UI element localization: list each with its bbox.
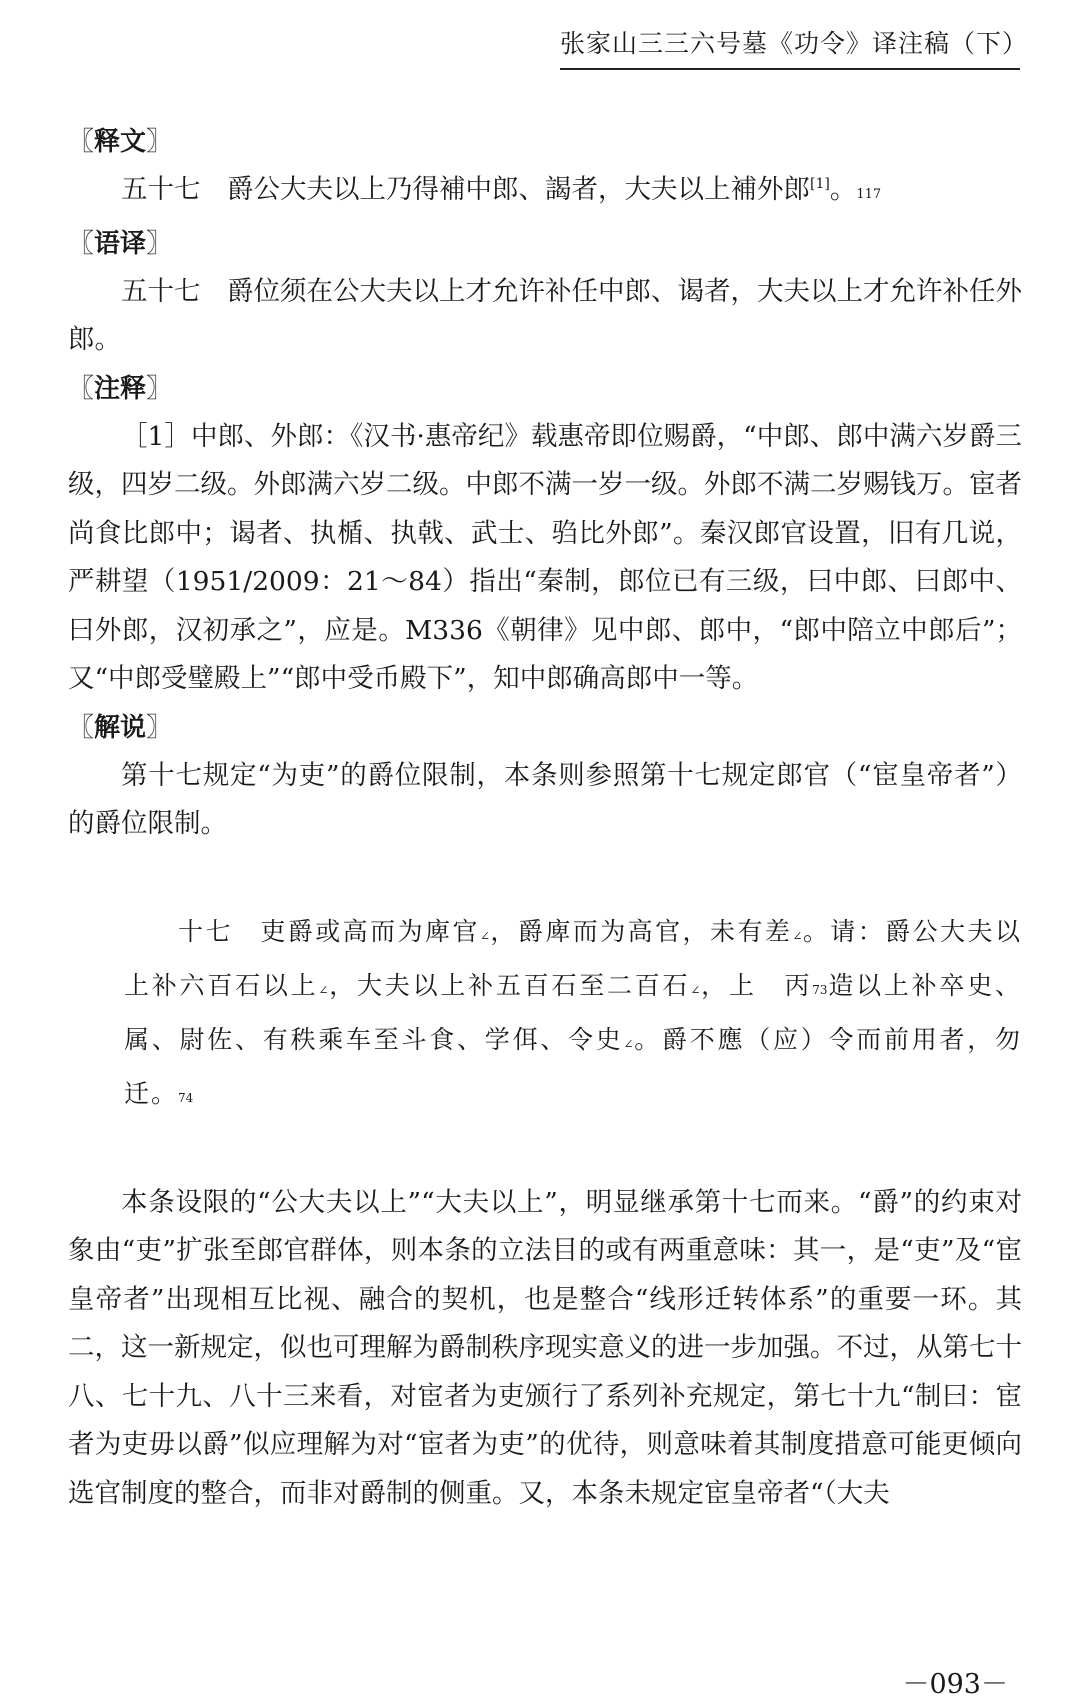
yuyi-text: 五十七 爵位须在公大夫以上才允许补任中郎、谒者，大夫以上才允许补任外郎。 [68,275,1022,355]
jieshuo-text: 第十七规定“为吏”的爵位限制，本条则参照第十七规定郎官（“宦皇帝者”）的爵位限制。 [68,759,1022,839]
hook-mark: ∠ [792,928,803,943]
body-paragraph: 本条设限的“公大夫以上”“大夫以上”，明显继承第十七而来。“爵”的约束对象由“吏”扩张至郎官群体，则本条的立法目的或有两重意味：其一，是“吏”及“宦皇帝者”出现相互比视、融合的契机，也是整合“线形迁转体系”的重要一环。其二，这一新规定，似也可理解为爵制秩序现实意义的进一步加强。不过，从第七十八、七十九、八十三来看，对宦者为吏颁行了系列补充规定，第七十九“制曰：宦者为吏毋以爵”似应理解为对“宦者为吏”的优待，则意味着其制度措意可能更倾向选官制度的整合，而非对爵制的侧重。又，本条未规定宦皇帝者“（大夫 [68,1186,1022,1509]
slip-number: 73 [812,982,828,997]
zhushi-text: ［1］中郎、外郎：《汉书·惠帝纪》载惠帝即位赐爵，“中郎、郎中满六岁爵三级，四岁二级。外郎满六岁二级。中郎不满一岁一级。外郎不满二岁赐钱万。宦者尚食比郎中；谒者、执楯、执戟、武士、驺比外郎”。秦汉郎官设置，旧有几说，严耕望（1951/2009：21～84）指出“秦制，郎位已有三级，曰中郎、曰郎中、曰外郎，汉初承之”，应是。M336《朝律》见中郎、郎中，“郎中陪立中郎后”；又“中郎受璧殿上”“郎中受币殿下”，知中郎确高郎中一等。 [68,420,1022,694]
section-heading-shiwen: 〖释文〗 [68,127,173,157]
section-heading-jieshuo: 〖解说〗 [68,712,173,743]
block-quote: 十七 吏爵或高而为庳官∠，爵庳而为高官，未有差∠。请：爵公大夫以上补六百石以上∠，大夫以上补五百石至二百石∠，上 丙73造以上补卒史、属、尉佐、有秩乘车至斗食、学佴、令史∠。爵不應（应）令而前用者，勿迁。74 [124,916,1022,1108]
page-content [68,118,1022,1518]
section-heading-zhushi: 〖注释〗 [68,373,173,404]
running-header: 张家山三三六号墓《功令》译注稿（下） [560,24,1020,70]
footnote-ref: [1] [810,176,830,193]
page-number: －093－ [902,1669,1008,1700]
section-heading-yuyi: 〖语译〗 [68,228,173,259]
slip-number: 74 [178,1090,194,1105]
slip-number: 117 [856,187,882,202]
shiwen-text: 五十七 爵公大夫以上乃得補中郎、謁者，大夫以上補外郎[1]。117 [121,174,882,205]
hook-mark: ∠ [623,1036,634,1051]
hook-mark: ∠ [690,982,701,997]
hook-mark: ∠ [479,928,490,943]
hook-mark: ∠ [318,982,329,997]
